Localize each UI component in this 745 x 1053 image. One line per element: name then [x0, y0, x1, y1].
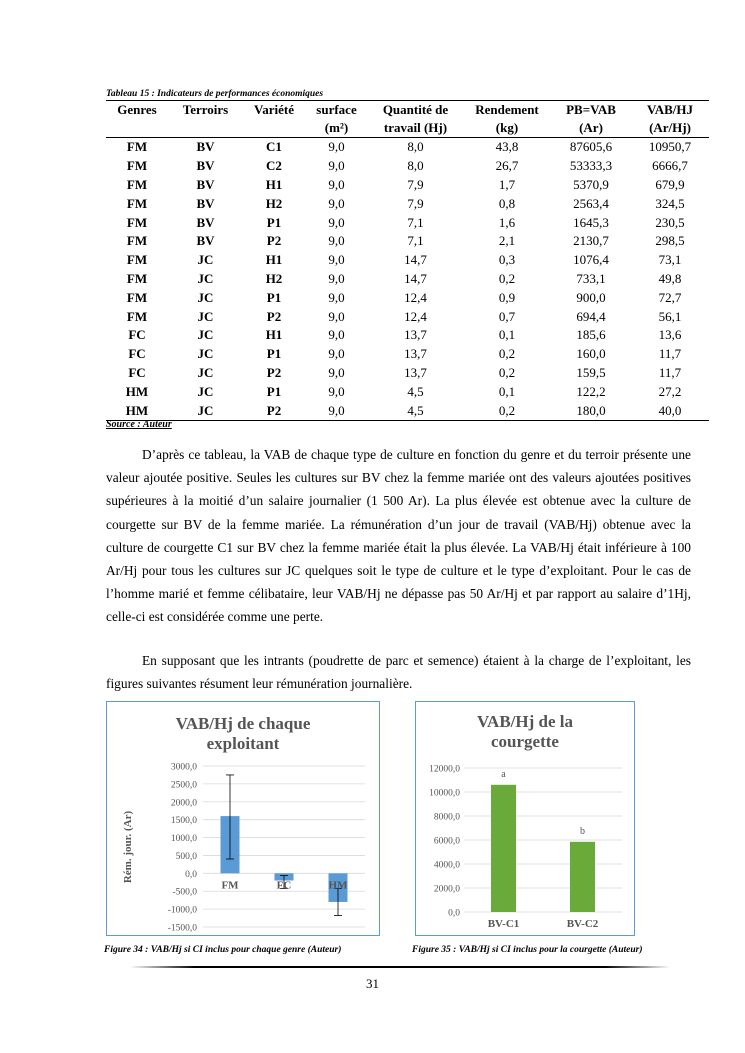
chart-courgette [415, 701, 635, 936]
column-header-line1: VAB/HJ [647, 102, 693, 117]
table-cell: 9,0 [328, 289, 345, 305]
table-cell: 13,7 [404, 346, 427, 362]
table-cell: H1 [265, 252, 283, 268]
table-cell: 2563,4 [573, 195, 609, 211]
y-tick-label: -1500,0 [167, 923, 197, 934]
table-cell: FM [126, 233, 148, 249]
table-row [106, 176, 709, 195]
bar-bv-c2 [570, 842, 595, 912]
table-row [106, 288, 709, 307]
table-cell: 0,7 [498, 308, 516, 324]
table-cell: FM [126, 176, 148, 192]
table-cell: 9,0 [328, 214, 345, 230]
table-cell: 0,8 [498, 195, 516, 211]
table-cell: 1645,3 [573, 214, 609, 230]
table-cell: 2130,7 [573, 233, 609, 249]
table-cell: FM [126, 158, 148, 174]
table-cell: 7,9 [407, 195, 424, 211]
table-cell: 43,8 [495, 139, 519, 155]
table-cell: 0,2 [498, 270, 516, 286]
table-cell: 185,6 [576, 327, 606, 343]
table-cell: 49,8 [658, 270, 682, 286]
bar-bv-c1 [491, 785, 516, 912]
y-tick-label: -500,0 [172, 887, 197, 898]
table-cell: 180,0 [551, 401, 631, 420]
y-tick-label: 0,0 [185, 869, 197, 880]
table-cell: 12,4 [404, 308, 427, 324]
column-header-line2: (m²) [324, 120, 349, 135]
table-cell: 26,7 [495, 158, 519, 174]
table-cell: 7,1 [407, 214, 424, 230]
column-header-line1: Terroirs [182, 102, 229, 117]
column-header-line1: Genres [117, 102, 157, 117]
table-cell: 900,0 [576, 289, 606, 305]
table-cell: 9,0 [328, 158, 345, 174]
table-cell: 72,7 [658, 289, 682, 305]
table-cell: 9,0 [328, 176, 345, 192]
table-cell: 2,1 [498, 233, 516, 249]
table-cell: 9,0 [328, 139, 345, 155]
chart1-plot [107, 702, 379, 935]
table-cell: FC [128, 346, 146, 362]
table-caption: Tableau 15 : Indicateurs de performances économiques [106, 89, 324, 99]
column-header [463, 101, 551, 138]
column-header [631, 101, 709, 138]
table-cell: FM [126, 252, 148, 268]
footer-divider [130, 966, 670, 968]
table-cell: FM [126, 139, 148, 155]
table-cell: JC [197, 383, 214, 399]
table-cell: FM [126, 289, 148, 305]
table-cell: 10950,7 [648, 139, 692, 155]
table-row [106, 194, 709, 213]
table-cell: 9,0 [328, 327, 345, 343]
y-tick-label: 500,0 [175, 851, 197, 862]
column-header-line1: PB=VAB [566, 102, 616, 117]
y-tick-label: 4000,0 [433, 860, 460, 871]
table-cell: 13,7 [404, 327, 427, 343]
table-cell: C1 [266, 139, 282, 155]
table-cell: BV [196, 214, 215, 230]
paragraph-2: En supposant que les intrants (poudrette de parc et semence) étaient à la charge de l’exploitant, les figures suivantes résument leur rémunération journalière. [106, 653, 691, 692]
table-cell: 679,9 [655, 176, 685, 192]
figure-34-caption: Figure 34 : VAB/Hj si CI inclus pour chaque genre (Auteur) [104, 945, 342, 955]
table-cell: 5370,9 [573, 176, 609, 192]
table-cell: 87605,6 [569, 139, 613, 155]
table-cell: P1 [266, 346, 282, 362]
significance-letter: b [580, 825, 585, 837]
y-tick-label: 2000,0 [433, 884, 460, 895]
table-cell: 0,1 [498, 327, 516, 343]
table-cell: 160,0 [576, 346, 606, 362]
table-cell: 13,7 [404, 364, 427, 380]
column-header-line2: travail (Hj) [383, 120, 448, 135]
table-cell: 159,5 [576, 364, 606, 380]
chart2-title-line2: courgette [491, 732, 559, 751]
table-cell: JC [197, 346, 214, 362]
table-cell: HM [106, 401, 168, 420]
table-cell: 1,7 [498, 176, 516, 192]
column-header [305, 101, 368, 138]
table-cell: P2 [243, 401, 305, 420]
y-tick-label: 0,0 [448, 908, 460, 919]
y-tick-label: -1000,0 [167, 905, 197, 916]
analysis-paragraph [106, 443, 691, 629]
table-row [106, 401, 709, 420]
table-cell: BV [196, 195, 215, 211]
table-row [106, 345, 709, 364]
table-cell: 0,3 [498, 252, 516, 268]
table-body [106, 138, 709, 421]
y-axis-label: Rém. jour. (Ar) [122, 810, 134, 884]
table-cell: 13,6 [658, 327, 682, 343]
table-cell: 122,2 [576, 383, 606, 399]
table-cell: 56,1 [658, 308, 682, 324]
table-row [106, 270, 709, 289]
table-row [106, 307, 709, 326]
column-header-line1: Quantité de [382, 102, 449, 117]
table-row [106, 157, 709, 176]
table-cell: JC [197, 308, 214, 324]
table-cell: 324,5 [655, 195, 685, 211]
table-cell: P2 [266, 364, 282, 380]
table-row [106, 326, 709, 345]
table-cell: FM [126, 214, 148, 230]
table-cell: HM [125, 383, 149, 399]
table-cell: 9,0 [328, 308, 345, 324]
table-cell: 733,1 [576, 270, 606, 286]
table-cell: 14,7 [404, 270, 427, 286]
table-cell: 0,9 [498, 289, 516, 305]
x-tick-label: FM [221, 879, 239, 892]
table-cell: 9,0 [328, 252, 345, 268]
table-cell: JC [197, 270, 214, 286]
table-cell: 11,7 [658, 364, 682, 380]
table-cell: 9,0 [328, 364, 345, 380]
column-header [368, 101, 463, 138]
chart2-plot [416, 702, 634, 935]
table-cell: 4,5 [368, 401, 463, 420]
table-cell: 0,2 [498, 346, 516, 362]
chart2-title-line1: VAB/Hj de la [476, 712, 574, 731]
table-cell: 73,1 [658, 252, 682, 268]
table-cell: 27,2 [658, 383, 682, 399]
table-source: Source : Auteur [106, 419, 172, 430]
table-cell: BV [196, 233, 215, 249]
table-cell: BV [196, 139, 215, 155]
column-header-line2 [106, 119, 168, 137]
table-cell: 53333,3 [569, 158, 613, 174]
table-cell: 9,0 [305, 401, 368, 420]
table-cell: 9,0 [328, 270, 345, 286]
table-cell: JC [197, 252, 214, 268]
table-row [106, 213, 709, 232]
column-header [106, 101, 168, 138]
x-tick-label: FC [276, 879, 292, 892]
column-header-line2: (Ar) [579, 120, 603, 135]
table-cell: P1 [266, 214, 282, 230]
table-cell: 14,7 [404, 252, 427, 268]
y-tick-label: 2000,0 [170, 798, 197, 809]
chart-exploitant [106, 701, 380, 936]
table-row [106, 364, 709, 383]
table-cell: FC [128, 327, 146, 343]
table-cell: JC [197, 327, 214, 343]
table-cell: P1 [266, 289, 282, 305]
table-cell: JC [197, 364, 214, 380]
y-tick-label: 10000,0 [429, 788, 460, 799]
table-cell: 9,0 [328, 233, 345, 249]
chart1-title-line2: exploitant [206, 734, 280, 753]
table-cell: 8,0 [407, 139, 424, 155]
table-cell: P2 [266, 233, 282, 249]
x-tick-label: BV-C1 [487, 918, 520, 930]
significance-letter: a [501, 768, 506, 780]
column-header-line2: (kg) [495, 120, 519, 135]
table-row [106, 382, 709, 401]
paragraph-1: D’après ce tableau, la VAB de chaque type de culture en fonction du genre et du terroir présente une valeur ajoutée positive. Seules les cultures sur BV chez la femme mariée ont des valeurs ajoutées positives supérieures à la moitié d’un salaire journalier (1 500 Ar). La plus élevée est obtenue avec la culture de courgette sur BV de la femme mariée. La rémunération d’un jour de travail (VAB/Hj) obtenue avec la culture de courgette C1 sur BV chez la femme mariée était la plus élevée. La VAB/Hj était inférieure à 100 Ar/Hj pour tous les cultures sur JC quelques soit le type de culture et le type d’exploitant. Pour le cas de l’homme marié et femme célibataire, leur VAB/Hj ne dépasse pas 50 Ar/Hj et par rapport au salaire d’1Hj, celle-ci est considérée comme une perte. [106, 447, 691, 625]
column-header-line1: Rendement [475, 102, 539, 117]
table-cell: 1076,4 [573, 252, 609, 268]
x-tick-label: HM [328, 879, 348, 892]
table-cell: 7,1 [407, 233, 424, 249]
page-number: 31 [366, 976, 379, 991]
table-row [106, 138, 709, 157]
table-cell: C2 [266, 158, 282, 174]
table-cell: BV [196, 176, 215, 192]
table-cell: FM [126, 308, 148, 324]
table-cell: 230,5 [655, 214, 685, 230]
table-cell: BV [196, 158, 215, 174]
table-cell: H1 [265, 176, 283, 192]
table-cell: JC [197, 289, 214, 305]
table-cell: FM [126, 270, 148, 286]
y-tick-label: 1500,0 [170, 816, 197, 827]
table-cell: 1,6 [498, 214, 516, 230]
column-header [243, 101, 305, 138]
table-cell: P2 [266, 308, 282, 324]
table-cell: FM [126, 195, 148, 211]
table-cell: 694,4 [576, 308, 606, 324]
table-header-row [106, 101, 709, 138]
performance-table [106, 100, 709, 421]
y-tick-label: 8000,0 [433, 812, 460, 823]
table-cell: 9,0 [328, 383, 345, 399]
y-tick-label: 6000,0 [433, 836, 460, 847]
table-cell: 11,7 [658, 346, 682, 362]
column-header-line2 [168, 119, 243, 137]
x-tick-label: BV-C2 [566, 918, 599, 930]
table-cell: 40,0 [631, 401, 709, 420]
table-cell: 4,5 [407, 383, 424, 399]
table-cell: 0,2 [498, 364, 516, 380]
table-cell: 7,9 [407, 176, 424, 192]
table-cell: 6666,7 [652, 158, 688, 174]
column-header-line2 [243, 119, 305, 137]
y-tick-label: 1000,0 [170, 834, 197, 845]
y-tick-label: 12000,0 [429, 764, 460, 775]
table-cell: 8,0 [407, 158, 424, 174]
column-header [168, 101, 243, 138]
table-cell: 9,0 [328, 346, 345, 362]
y-tick-label: 2500,0 [170, 780, 197, 791]
table-cell: FC [128, 364, 146, 380]
chart1-title-line1: VAB/Hj de chaque [175, 714, 311, 733]
y-tick-label: 3000,0 [170, 762, 197, 773]
column-header [551, 101, 631, 138]
table-cell: JC [168, 401, 243, 420]
table-cell: P1 [266, 383, 282, 399]
table-row [106, 232, 709, 251]
table-cell: H1 [265, 327, 283, 343]
table-row [106, 251, 709, 270]
table-cell: H2 [265, 195, 283, 211]
table-cell: 0,1 [498, 383, 516, 399]
table-cell: 298,5 [655, 233, 685, 249]
table-cell: 12,4 [404, 289, 427, 305]
column-header-line2: (Ar/Hj) [649, 120, 691, 135]
column-header-line1: Variété [254, 102, 294, 117]
figure-35-caption: Figure 35 : VAB/Hj si CI inclus pour la courgette (Auteur) [412, 945, 643, 955]
table-cell: 9,0 [328, 195, 345, 211]
intro-paragraph [106, 649, 691, 695]
column-header-line1: surface [316, 102, 357, 117]
table-cell: 0,2 [463, 401, 551, 420]
table-cell: H2 [265, 270, 283, 286]
